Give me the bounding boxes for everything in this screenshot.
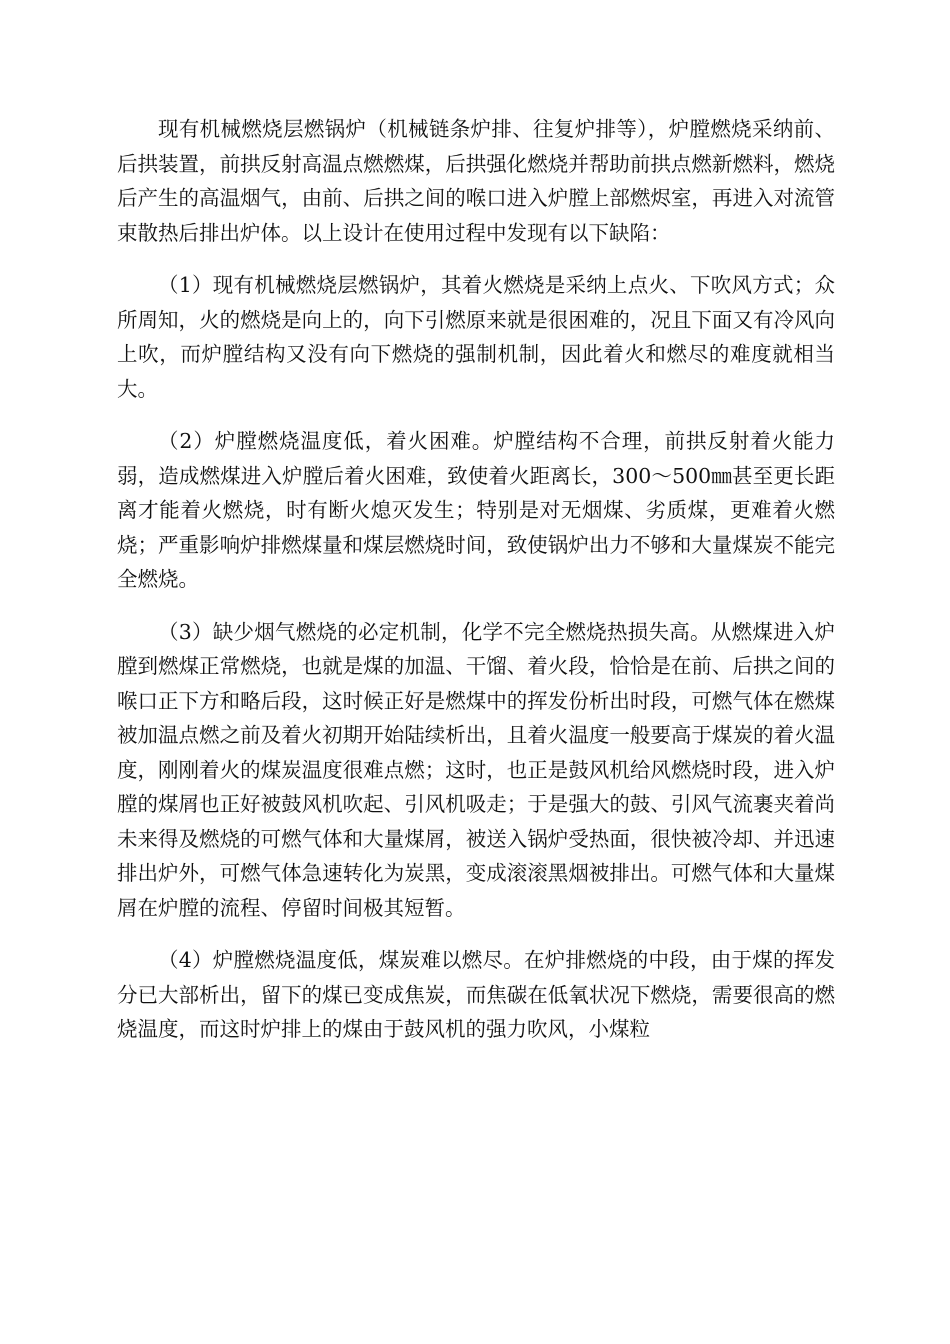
paragraph-defect-2: （2）炉膛燃烧温度低，着火困难。炉膛结构不合理，前拱反射着火能力弱，造成燃煤进入炉膛后着火困难，致使着火距离长，300～500㎜甚至更长距离才能着火燃烧，时有断火熄灭发生；特别是对无烟煤、劣质煤，更难着火燃烧；严重影响炉排燃煤量和煤层燃烧时间，致使锅炉出力不够和大量煤炭不能完全燃烧。 — [117, 429, 835, 591]
document-page — [117, 112, 835, 1047]
paragraph-defect-1: （1）现有机械燃烧层燃锅炉，其着火燃烧是采纳上点火、下吹风方式；众所周知，火的燃烧是向上的，向下引燃原来就是很困难的，况且下面又有冷风向上吹，而炉膛结构又没有向下燃烧的强制机制，因此着火和燃尽的难度就相当大。 — [117, 273, 835, 401]
paragraph-defect-4: （4）炉膛燃烧温度低，煤炭难以燃尽。在炉排燃烧的中段，由于煤的挥发分已大部析出，留下的煤已变成焦炭，而焦碳在低氧状况下燃烧，需要很高的燃烧温度，而这时炉排上的煤由于鼓风机的强力吹风，小煤粒 — [117, 948, 835, 1041]
paragraph-defect-3: （3）缺少烟气燃烧的必定机制，化学不完全燃烧热损失高。从燃煤进入炉膛到燃煤正常燃烧，也就是煤的加温、干馏、着火段，恰恰是在前、后拱之间的喉口正下方和略后段，这时候正好是燃煤中的挥发份析出时段，可燃气体在燃煤被加温点燃之前及着火初期开始陆续析出，且着火温度一般要高于煤炭的着火温度，刚刚着火的煤炭温度很难点燃；这时，也正是鼓风机给风燃烧时段，进入炉膛的煤屑也正好被鼓风机吹起、引风机吸走；于是强大的鼓、引风气流裹夹着尚未来得及燃烧的可燃气体和大量煤屑，被送入锅炉受热面，很快被冷却、并迅速排出炉外，可燃气体急速转化为炭黑，变成滚滚黑烟被排出。可燃气体和大量煤屑在炉膛的流程、停留时间极其短暂。 — [117, 619, 835, 920]
paragraph-intro: 现有机械燃烧层燃锅炉（机械链条炉排、往复炉排等），炉膛燃烧采纳前、后拱装置，前拱反射高温点燃燃煤，后拱强化燃烧并帮助前拱点燃新燃料，燃烧后产生的高温烟气，由前、后拱之间的喉口进入炉膛上部燃烬室，再进入对流管束散热后排出炉体。以上设计在使用过程中发现有以下缺陷： — [117, 117, 835, 245]
